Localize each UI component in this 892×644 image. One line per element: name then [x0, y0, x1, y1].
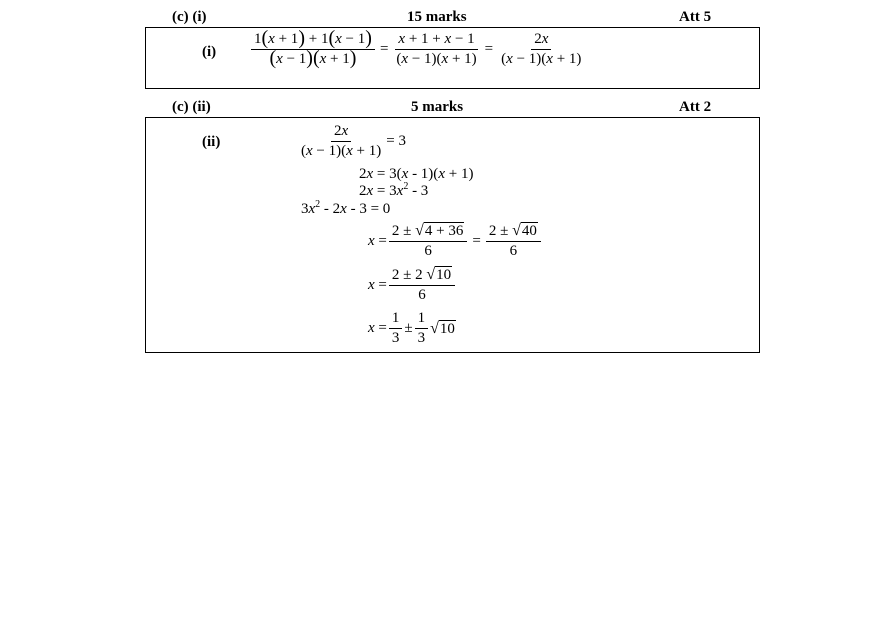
part-i-expression	[249, 27, 586, 69]
square-root-icon: √40	[512, 222, 537, 239]
part-ii-line-5: x = $\frac{2 \pm √4 + 36}{6}$ = $\frac{2 \pm √40}{6}$	[368, 222, 543, 260]
part-ii-line-7: x = $\frac{1}{3}$ ± $\frac{1}{3}$ √10	[368, 310, 455, 346]
part-ii-label: (ii)	[202, 134, 221, 150]
part-i-fraction-1-denominator: (x − 1)(x + 1)	[269, 47, 357, 69]
part-i-header-label: (c) (i)	[172, 9, 207, 25]
part-ii-line-5-lhs: x =	[368, 232, 387, 249]
part-i-answer-box	[145, 27, 760, 89]
part-ii-line-1-fraction	[298, 123, 384, 160]
part-i-fraction-1-numerator: 1(x + 1) + 1(x − 1)	[251, 31, 375, 50]
part-i-equals-1: =	[379, 41, 389, 57]
square-root-icon: √10	[430, 319, 455, 337]
part-i-fraction-1	[251, 27, 375, 69]
part-i-fraction-3-numerator: 2x	[531, 31, 551, 50]
square-root-icon: √4 + 36	[415, 222, 464, 239]
part-i-fraction-2	[393, 31, 479, 68]
square-root-icon: √10	[426, 266, 452, 283]
part-ii-line-1-rhs: = 3	[386, 133, 406, 149]
part-ii-line-6: x = $\frac{2 \pm 2 √10}{6}$	[368, 266, 457, 304]
part-i-label: (i)	[202, 44, 217, 60]
part-i-fraction-3-denominator: (x − 1)(x + 1)	[501, 51, 582, 67]
part-ii-line-5-fraction-2: $\frac{2 \pm √40}{6}$	[486, 222, 541, 260]
part-ii-line-5-fraction-1: $\frac{2 \pm √4 + 36}{6}$	[389, 222, 467, 260]
part-ii-line-1-numerator: 2x	[331, 123, 351, 142]
part-i-equals-2: =	[484, 41, 494, 57]
part-i-header-marks: 15 marks	[407, 9, 467, 25]
part-ii-line-6-fraction: $\frac{2 \pm 2 √10}{6}$	[389, 266, 455, 304]
part-i-fraction-2-numerator: x + 1 + x − 1	[395, 31, 477, 50]
part-ii-line-2: 2x = 3(x - 1)(x + 1)	[359, 166, 474, 182]
part-ii-header-marks: 5 marks	[411, 99, 464, 115]
part-ii-header-att: Att 2	[679, 99, 712, 115]
part-ii-line-4: $3x^2 - 2x - 3 = 0$	[301, 199, 391, 217]
part-i-fraction-3	[498, 31, 584, 68]
part-ii-line-7-fraction-2: $\frac{1}{3}$	[415, 310, 429, 347]
part-ii-header-label: (c) (ii)	[172, 99, 211, 115]
part-i-fraction-2-denominator: (x − 1)(x + 1)	[396, 51, 477, 67]
part-i-header-att: Att 5	[679, 9, 712, 25]
part-ii-answer-box	[145, 117, 760, 353]
part-ii-line-1	[296, 123, 406, 160]
part-ii-line-1-denominator: (x − 1)(x + 1)	[301, 143, 382, 159]
part-ii-line-7-fraction-1: $\frac{1}{3}$	[389, 310, 403, 347]
part-ii-line-3: $2x = 3x^2 - 3$	[359, 181, 429, 199]
